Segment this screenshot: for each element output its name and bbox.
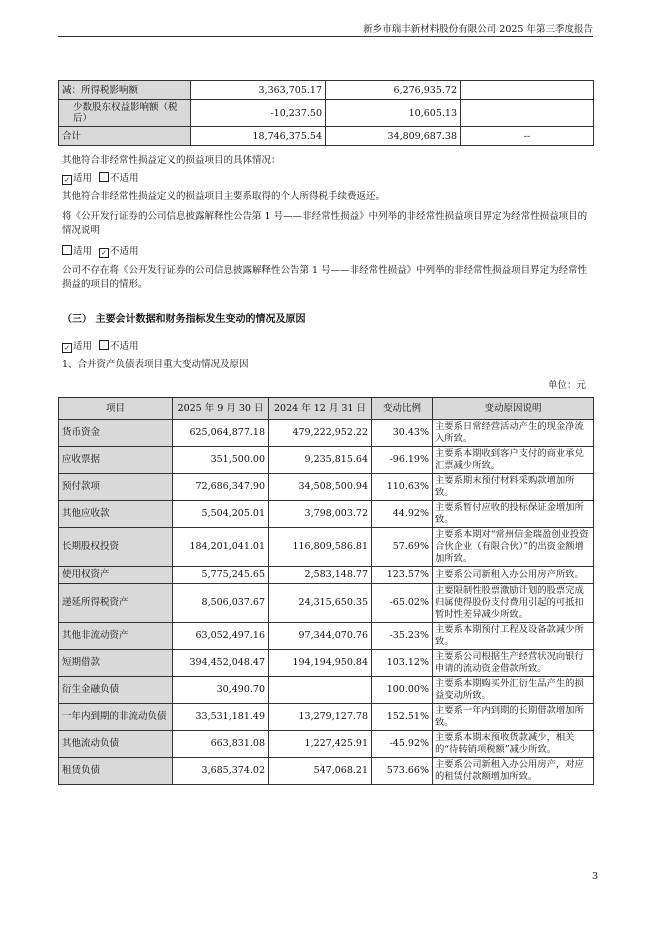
column-header: 变动比例: [372, 398, 433, 420]
paragraph: 其他符合非经常性损益定义的损益项目的具体情况：: [62, 155, 281, 166]
amount-ytd: 10,605.13: [326, 100, 461, 127]
checkbox-label: 适用: [73, 173, 93, 184]
change-ratio: 123.57%: [372, 567, 433, 584]
value-2024: 194,194,950.84: [269, 650, 372, 677]
subheading: 1、合并资产负债表项目重大变动情况及原因: [62, 359, 249, 370]
change-reason: 主要限制性股票激励计划的股票完成归属使得股份支付费用引起的可抵扣暂时性差异减少所致。: [433, 584, 594, 623]
checkbox-label: 适用: [73, 341, 93, 352]
table-row: [59, 677, 594, 704]
checked-checkbox-icon: ✓: [62, 175, 72, 185]
change-ratio: -35.23%: [372, 623, 433, 650]
table-row: [59, 704, 594, 731]
change-reason: 主要系本期对“常州信金瑞盈创业投资合伙企业（有限合伙）”的出资金额增加所致。: [433, 528, 594, 567]
value-2024: 34,508,500.94: [269, 474, 372, 501]
table-row: [59, 100, 594, 127]
table-header-row: [59, 398, 594, 420]
non-recurring-gains-table: [58, 80, 594, 146]
value-2024: 9,235,815.64: [269, 447, 372, 474]
change-ratio: -96.19%: [372, 447, 433, 474]
value-2025: 8,506,037.67: [173, 584, 269, 623]
value-2024: [269, 677, 372, 704]
change-reason: 主要系公司根据生产经营状况向银行申请的流动资金借款所致。: [433, 650, 594, 677]
value-2025: 351,500.00: [173, 447, 269, 474]
value-2025: 3,685,374.02: [173, 758, 269, 785]
row-item: 递延所得税资产: [59, 584, 173, 623]
change-ratio: 30.43%: [372, 420, 433, 447]
table-row: [59, 81, 594, 100]
column-header: 2025 年 9 月 30 日: [173, 398, 269, 420]
row-item: 长期股权投资: [59, 528, 173, 567]
amount-current: 3,363,705.17: [191, 81, 326, 100]
table-row: [59, 420, 594, 447]
change-reason: 主要系本期收到客户支付的商业承兑汇票减少所致。: [433, 447, 594, 474]
unchecked-checkbox-icon: [62, 245, 72, 255]
row-item: 货币资金: [59, 420, 173, 447]
row-item: 短期借款: [59, 650, 173, 677]
amount-current: -10,237.50: [191, 100, 326, 127]
change-reason: 主要系公司新租入办公用房产所致。: [433, 567, 594, 584]
row-label: 合计: [59, 127, 191, 146]
value-2024: 24,315,650.35: [269, 584, 372, 623]
table-row: [59, 501, 594, 528]
change-reason: 主要系期末预付材料采购款增加所致。: [433, 474, 594, 501]
section-title: （三） 主要会计数据和财务指标发生变动的情况及原因: [62, 314, 306, 325]
amount-current: 18,746,375.54: [191, 127, 326, 146]
table-row: [59, 447, 594, 474]
column-header: 项目: [59, 398, 173, 420]
value-2025: 5,775,245.65: [173, 567, 269, 584]
table-row: [59, 127, 594, 146]
value-2025: 663,831.08: [173, 731, 269, 758]
column-header: 2024 年 12 月 31 日: [269, 398, 372, 420]
change-reason: 主要系公司新租入办公用房产，对应的租赁付款额增加所致。: [433, 758, 594, 785]
table-row: [59, 528, 594, 567]
checkbox-line: [62, 245, 592, 259]
change-ratio: 103.12%: [372, 650, 433, 677]
value-2025: 30,490.70: [173, 677, 269, 704]
value-2025: 63,052,497.16: [173, 623, 269, 650]
unit-label: 单位：元: [548, 380, 587, 391]
amount-ytd: 6,276,935.72: [326, 81, 461, 100]
row-item: 其他流动负债: [59, 731, 173, 758]
value-2025: 625,064,877.18: [173, 420, 269, 447]
paragraph: 其他符合非经常性损益定义的损益项目主要系取得的个人所得税手续费返还。: [62, 191, 386, 202]
column-header: 变动原因说明: [433, 398, 594, 420]
table-row: [59, 474, 594, 501]
row-item: 使用权资产: [59, 567, 173, 584]
table-row: [59, 650, 594, 677]
balance-sheet-changes-table: [58, 397, 594, 785]
change-ratio: 573.66%: [372, 758, 433, 785]
change-reason: 主要系本期预付工程及设备款减少所致。: [433, 623, 594, 650]
value-2025: 33,531,181.49: [173, 704, 269, 731]
change-ratio: 57.69%: [372, 528, 433, 567]
value-2024: 547,068.21: [269, 758, 372, 785]
checkbox-line: [62, 340, 592, 354]
value-2024: 2,583,148.77: [269, 567, 372, 584]
row-item: 一年内到期的非流动负债: [59, 704, 173, 731]
change-ratio: 100.00%: [372, 677, 433, 704]
row-label: 少数股东权益影响额（税后）: [59, 100, 191, 127]
note: [461, 100, 594, 127]
row-item: 衍生金融负债: [59, 677, 173, 704]
value-2025: 184,201,041.01: [173, 528, 269, 567]
table-row: [59, 567, 594, 584]
change-ratio: 152.51%: [372, 704, 433, 731]
change-reason: 主要系本期末预收货款减少，相关的“待转销项税额”减少所致。: [433, 731, 594, 758]
value-2024: 3,798,003.72: [269, 501, 372, 528]
note: --: [461, 127, 594, 146]
value-2024: 1,227,425.91: [269, 731, 372, 758]
header-rule: [58, 36, 593, 37]
table-row: [59, 758, 594, 785]
value-2024: 116,809,586.81: [269, 528, 372, 567]
checkbox-label: 不适用: [110, 173, 139, 184]
row-item: 其他非流动资产: [59, 623, 173, 650]
checkbox-label: 不适用: [110, 246, 139, 257]
table-row: [59, 623, 594, 650]
table-row: [59, 584, 594, 623]
value-2024: 479,222,952.22: [269, 420, 372, 447]
value-2025: 5,504,205.01: [173, 501, 269, 528]
report-header: 新乡市瑞丰新材料股份有限公司 2025 年第三季度报告: [363, 24, 593, 35]
checked-checkbox-icon: ✓: [62, 343, 72, 353]
change-reason: 主要系暂付应收的投标保证金增加所致。: [433, 501, 594, 528]
row-item: 租赁负债: [59, 758, 173, 785]
value-2024: 97,344,070.76: [269, 623, 372, 650]
checked-checkbox-icon: ✓: [99, 248, 109, 258]
unchecked-checkbox-icon: [99, 340, 109, 350]
row-label: 减：所得税影响额: [59, 81, 191, 100]
change-reason: 主要系本期购买外汇衍生品产生的损益变动所致。: [433, 677, 594, 704]
table-row: [59, 731, 594, 758]
paragraph: 公司不存在将《公开发行证券的公司信息披露解释性公告第 1 号——非经常性损益》中列举的非经常性损益项目界定为经常性损益的项目的情形。: [62, 265, 588, 290]
change-ratio: 44.92%: [372, 501, 433, 528]
row-item: 预付款项: [59, 474, 173, 501]
note: [461, 81, 594, 100]
value-2025: 72,686,347.90: [173, 474, 269, 501]
page-number: 3: [591, 871, 598, 882]
change-ratio: -45.92%: [372, 731, 433, 758]
value-2024: 13,279,127.78: [269, 704, 372, 731]
paragraph: 将《公开发行证券的公司信息披露解释性公告第 1 号——非经常性损益》中列举的非经常性损益项目界定为经常性损益项目的情况说明: [62, 211, 588, 236]
checkbox-line: [62, 172, 592, 186]
change-reason: 主要系一年内到期的长期借款增加所致。: [433, 704, 594, 731]
amount-ytd: 34,809,687.38: [326, 127, 461, 146]
change-reason: 主要系日常经营活动产生的现金净流入所致。: [433, 420, 594, 447]
row-item: 应收票据: [59, 447, 173, 474]
value-2025: 394,452,048.47: [173, 650, 269, 677]
change-ratio: -65.02%: [372, 584, 433, 623]
checkbox-label: 适用: [73, 246, 93, 257]
change-ratio: 110.63%: [372, 474, 433, 501]
row-item: 其他应收款: [59, 501, 173, 528]
checkbox-label: 不适用: [110, 341, 139, 352]
unchecked-checkbox-icon: [99, 172, 109, 182]
